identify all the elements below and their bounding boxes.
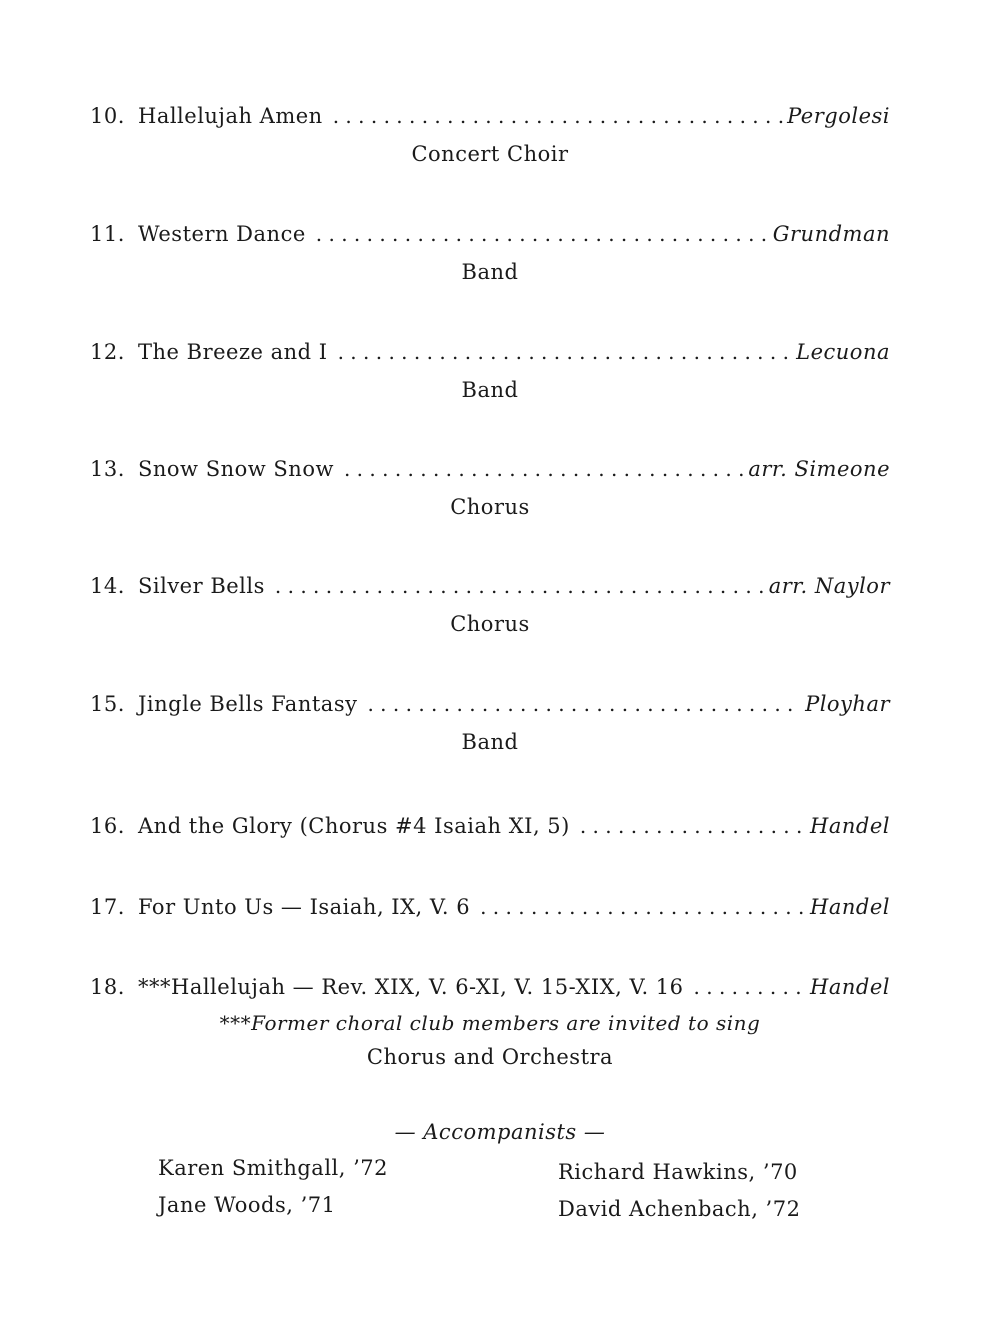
performer: Band <box>461 378 519 402</box>
program-item-10 <box>90 102 890 168</box>
dot-leader <box>338 338 793 366</box>
performer: Band <box>461 260 519 284</box>
dot-leader <box>480 893 806 921</box>
composer: Ployhar <box>805 692 890 716</box>
program-item-15 <box>90 690 890 756</box>
accompanist-name: David Achenbach, ’72 <box>558 1197 801 1221</box>
composer: Handel <box>810 814 890 838</box>
invitation-note: ***Former choral club members are invited to sing <box>219 1011 761 1035</box>
piece-title: ***Hallelujah — Rev. XIX, V. 6-XI, V. 15-XIX, V. 16 <box>138 975 684 999</box>
program-item-14 <box>90 572 890 638</box>
program-item-16 <box>90 812 890 840</box>
program-item-17 <box>90 893 890 921</box>
entry-line <box>90 893 890 921</box>
entry-line <box>90 338 890 366</box>
entry-line <box>90 812 890 840</box>
dot-leader <box>316 220 769 248</box>
dot-leader <box>275 572 765 600</box>
entry-number: 17. <box>90 895 125 919</box>
program-item-18 <box>90 973 890 1071</box>
entry-number: 18. <box>90 975 125 999</box>
entry-line <box>90 455 890 483</box>
composer: arr. Naylor <box>768 574 890 598</box>
performer: Chorus and Orchestra <box>366 1045 614 1069</box>
piece-title: For Unto Us — Isaiah, IX, V. 6 <box>138 895 471 919</box>
composer: Pergolesi <box>787 104 890 128</box>
accompanist-name: Richard Hawkins, ’70 <box>558 1160 798 1184</box>
program-item-12 <box>90 338 890 404</box>
entry-number: 16. <box>90 814 125 838</box>
dot-leader <box>580 812 806 840</box>
performer: Chorus <box>450 612 530 636</box>
piece-title: And the Glory (Chorus #4 Isaiah XI, 5) <box>138 814 570 838</box>
composer: arr. Simeone <box>748 457 890 481</box>
composer: Handel <box>810 895 890 919</box>
accompanists-heading: — Accompanists — <box>394 1120 606 1144</box>
piece-title: The Breeze and I <box>138 340 328 364</box>
entry-line <box>90 102 890 130</box>
program-item-11 <box>90 220 890 286</box>
piece-title: Hallelujah Amen <box>138 104 323 128</box>
entry-line <box>90 973 890 1001</box>
performer: Chorus <box>450 495 530 519</box>
dot-leader <box>367 690 801 718</box>
entry-number: 10. <box>90 104 125 128</box>
entry-line <box>90 220 890 248</box>
piece-title: Snow Snow Snow <box>138 457 334 481</box>
composer: Grundman <box>772 222 890 246</box>
performer: Concert Choir <box>411 142 569 166</box>
entry-number: 11. <box>90 222 125 246</box>
program-item-13 <box>90 455 890 521</box>
entry-line <box>90 572 890 600</box>
entry-number: 15. <box>90 692 125 716</box>
entry-line <box>90 690 890 718</box>
entry-number: 14. <box>90 574 125 598</box>
performer: Band <box>461 730 519 754</box>
dot-leader <box>344 455 744 483</box>
dot-leader <box>333 102 783 130</box>
piece-title: Western Dance <box>138 222 306 246</box>
composer: Handel <box>810 975 890 999</box>
entry-number: 13. <box>90 457 125 481</box>
composer: Lecuona <box>796 340 890 364</box>
accompanist-name: Jane Woods, ’71 <box>158 1193 336 1217</box>
entry-number: 12. <box>90 340 125 364</box>
piece-title: Jingle Bells Fantasy <box>138 692 358 716</box>
accompanist-name: Karen Smithgall, ’72 <box>158 1156 388 1180</box>
dot-leader <box>694 973 807 1001</box>
piece-title: Silver Bells <box>138 574 265 598</box>
